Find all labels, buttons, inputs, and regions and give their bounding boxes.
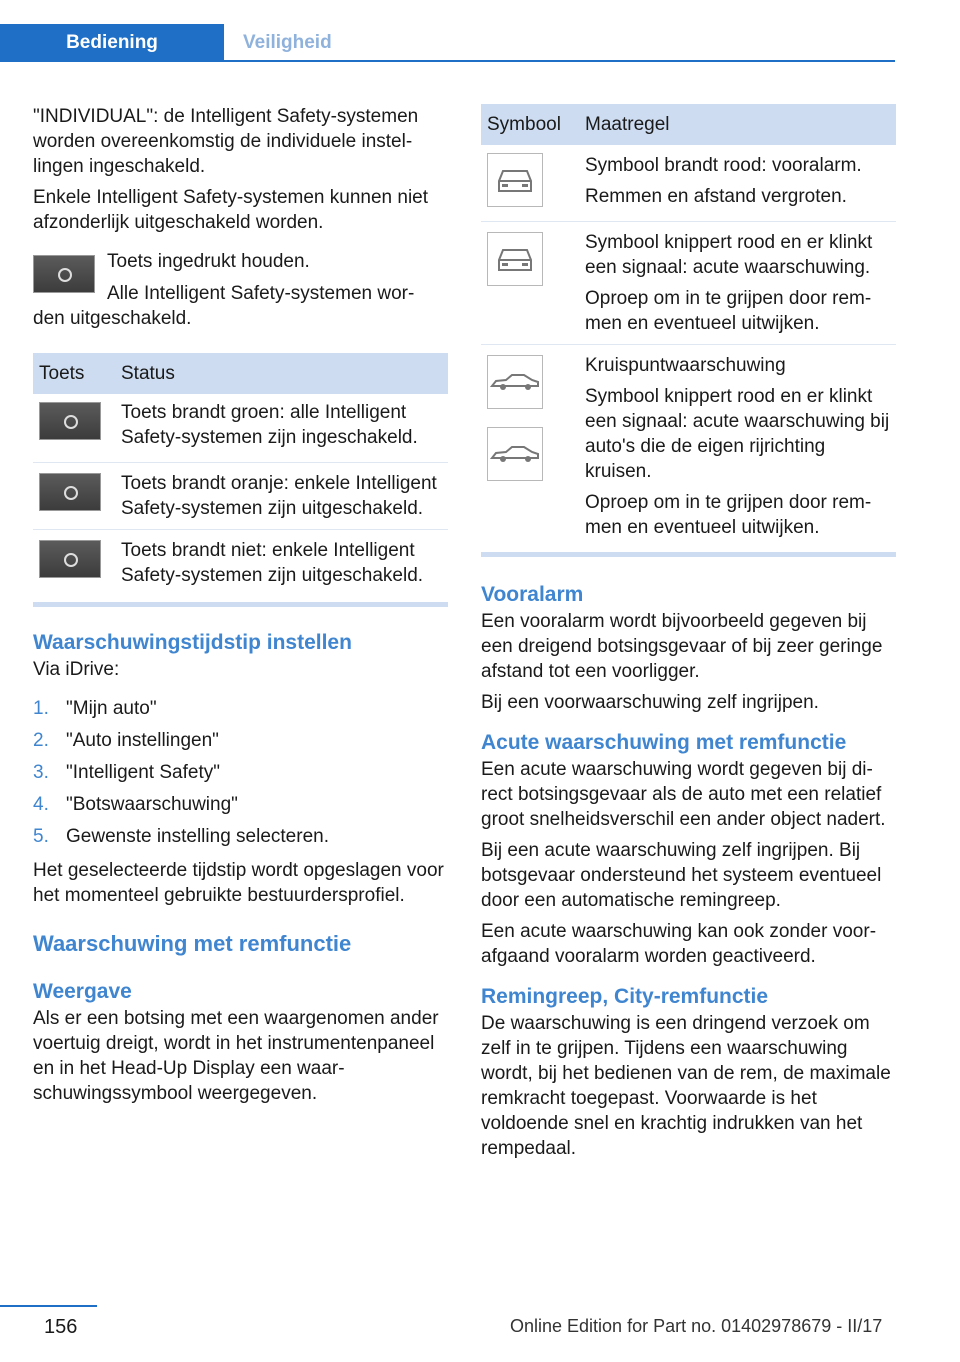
car-side-icon xyxy=(487,427,543,481)
status-cell: Toets brandt niet: enkele Intelligent Safety-systemen zijn uitgeschakeld. xyxy=(121,540,424,586)
maatregel-text: Oproep om in te grijpen door remmen en eventueel uitwijken. xyxy=(585,288,872,334)
list-item: 4. "Botswaarschuwing" xyxy=(33,793,238,815)
key-line-2a: Alle Intelligent Safety-systemen wor- xyxy=(107,283,415,304)
key-button-icon xyxy=(39,473,101,511)
footer-edition: Online Edition for Part no. 01402978679 - II/17 xyxy=(510,1316,883,1336)
right-column xyxy=(481,104,896,1167)
heading-remingreep: Remingreep, City-remfunctie xyxy=(481,985,769,1008)
table-end-rule xyxy=(33,602,448,607)
maatregel-text: Symbool knippert rood en er klinkt een signaal: acute waarschuwing bij auto's die de eigen rijrichting kruisen. xyxy=(585,386,890,482)
steps-list xyxy=(33,692,448,852)
key-status-table xyxy=(33,353,448,602)
maatregel-text: Remmen en afstand vergroten. xyxy=(585,186,847,207)
saved-paragraph: Het geselecteerde tijdstip wordt opgeslagen voor het momenteel gebruikte bestuurdersprofiel. xyxy=(33,860,444,906)
maatregel-text: Symbool knippert rood en er klinkt een signaal: acute waarschuwing. xyxy=(585,232,873,278)
tab-bediening[interactable]: Bediening xyxy=(0,24,224,62)
maatregel-text: Kruispuntwaarschuwing xyxy=(585,355,786,376)
key-line-2b: den uitgeschakeld. xyxy=(33,308,192,329)
page-number: 156 xyxy=(44,1316,78,1338)
table-row xyxy=(33,463,448,530)
header-rule xyxy=(0,60,895,62)
table-header-status: Status xyxy=(115,353,448,394)
table-end-rule xyxy=(481,552,896,557)
symbol-table xyxy=(481,104,896,552)
table-row xyxy=(481,145,896,222)
heading-waarschuwingstijdstip: Waarschuwingstijdstip instellen xyxy=(33,631,352,654)
key-button-icon xyxy=(33,255,95,293)
heading-vooralarm: Vooralarm xyxy=(481,583,584,606)
list-item: 1. "Mijn auto" xyxy=(33,697,157,719)
weergave-paragraph: Als er een botsing met een waargenomen ander voertuig dreigt, wordt in het instrumentenpaneel en in het Head-Up Display een waarschuwingssymbool weergegeven. xyxy=(33,1008,439,1104)
status-cell: Toets brandt groen: alle Intelligent Safety-systemen zijn ingeschakeld. xyxy=(115,394,448,463)
table-row xyxy=(481,222,896,345)
vooralarm-paragraph-2: Bij een voorwaarschuwing zelf ingrijpen. xyxy=(481,692,819,713)
car-front-icon xyxy=(487,153,543,207)
intro-paragraph-2: Enkele Intelligent Safety-systemen kunnen niet afzonderlijk uitgeschakeld worden. xyxy=(33,187,429,233)
key-button-icon xyxy=(39,402,101,440)
acute-paragraph-1: Een acute waarschuwing wordt gegeven bij direct botsingsgevaar als de auto met een relatief groot snelheidsverschil een ander object nadert. xyxy=(481,759,886,830)
car-front-icon xyxy=(487,232,543,286)
acute-paragraph-2: Bij een acute waarschuwing zelf ingrijpen. Bij botsgevaar ondersteund het systeem eventueel door een automatische remingreep. xyxy=(481,840,882,911)
list-item: 3. "Intelligent Safety" xyxy=(33,761,220,783)
table-header-toets: Toets xyxy=(33,353,115,394)
heading-remfunctie: Waarschuwing met remfunctie xyxy=(33,931,352,956)
intro-paragraph-1: "INDIVIDUAL": de Intelligent Safety-systemen worden overeenkomstig de individuele instellingen ingeschakeld. xyxy=(33,106,419,177)
car-side-icon xyxy=(487,355,543,409)
maatregel-text: Oproep om in te grijpen door remmen en eventueel uitwijken. xyxy=(585,492,872,538)
via-idrive: Via iDrive: xyxy=(33,659,120,680)
table-header-symbool: Symbool xyxy=(481,104,579,145)
key-button-icon xyxy=(39,540,101,578)
table-row xyxy=(33,530,448,603)
list-item: 5. Gewenste instelling selecteren. xyxy=(33,825,329,847)
list-item: 2. "Auto instellingen" xyxy=(33,729,219,751)
tab-veiligheid[interactable]: Veiligheid xyxy=(243,32,332,53)
heading-acute: Acute waarschuwing met remfunctie xyxy=(481,731,847,754)
vooralarm-paragraph-1: Een vooralarm wordt bijvoorbeeld gegeven bij een dreigend botsingsgevaar of bij zeer geringe afstand tot een voorligger. xyxy=(481,611,883,682)
key-line-1: Toets ingedrukt houden. xyxy=(107,251,310,272)
table-row xyxy=(481,345,896,553)
left-column xyxy=(33,104,448,1112)
status-cell: Toets brandt oranje: enkele Intelligent Safety-systemen zijn uitgeschakeld. xyxy=(115,463,448,530)
heading-weergave: Weergave xyxy=(33,980,132,1003)
remingreep-paragraph: De waarschuwing is een dringend verzoek om zelf in te grijpen. Tijdens een waarschuwing wordt, bij het bedienen van de rem, de maximale remkracht toegepast. Voorwaarde is het voldoende snel en krachtig indrukken van het rempedaal. xyxy=(481,1013,891,1159)
table-row xyxy=(33,394,448,463)
table-header-maatregel: Maatregel xyxy=(579,104,896,145)
page-number-rule xyxy=(0,1305,97,1307)
maatregel-text: Symbool brandt rood: vooralarm. xyxy=(585,155,862,176)
key-instruction xyxy=(33,249,448,329)
acute-paragraph-3: Een acute waarschuwing kan ook zonder voorafgaand vooralarm worden geactiveerd. xyxy=(481,921,877,967)
